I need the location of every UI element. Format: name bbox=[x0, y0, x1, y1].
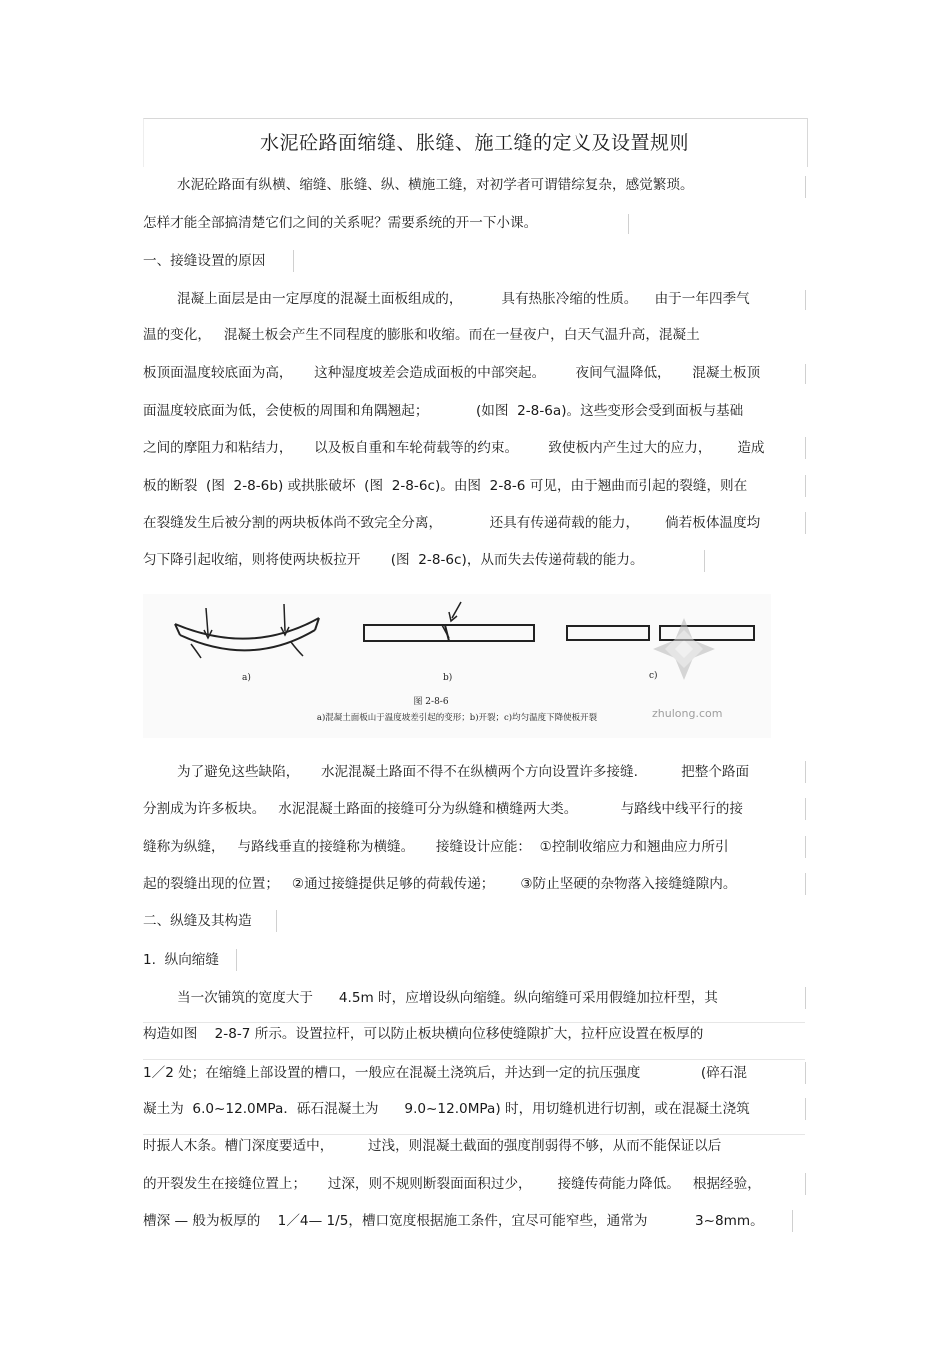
paragraph-line: 板顶面温度较底面为高， 这种湿度坡差会造成面板的中部突起。 夜间气温降低， 混凝土板顶 bbox=[143, 365, 761, 381]
frame-rule bbox=[805, 836, 806, 858]
paragraph-line: 混凝上面层是由一定厚度的混凝土面板组成的， 具有热胀冷缩的性质。 由于一年四季气 bbox=[177, 291, 750, 307]
figure-label-a: a) bbox=[242, 673, 251, 683]
paragraph-line: 面温度较底面为低，会使板的周围和角隅翘起； (如图 2-8-6a)。这些变形会受到面板与基础 bbox=[143, 403, 744, 419]
frame-rule bbox=[805, 987, 806, 1009]
frame-rule bbox=[805, 1098, 806, 1120]
paragraph-line: 的开裂发生在接缝位置上； 过深，则不规则断裂面面积过少， 接缝传荷能力降低。 根据经验， bbox=[143, 1176, 761, 1192]
document-title: 水泥砼路面缩缝、胀缝、施工缝的定义及设置规则 bbox=[259, 132, 689, 154]
frame-rule bbox=[293, 250, 294, 272]
paragraph-line: 缝称为纵缝， 与路线垂直的接缝称为横缝。 接缝设计应能： ①控制收缩应力和翘曲应力所引 bbox=[143, 839, 729, 855]
figure-a-warped-slab bbox=[175, 604, 319, 658]
frame-rule bbox=[143, 1134, 805, 1135]
frame-rule bbox=[143, 1022, 805, 1023]
frame-rule bbox=[805, 798, 806, 820]
paragraph-line: 怎样才能全部搞清楚它们之间的关系呢？需要系统的开一下小课。 bbox=[143, 215, 538, 231]
subsection-heading: 1. 纵向缩缝 bbox=[143, 952, 219, 968]
frame-rule bbox=[628, 214, 629, 234]
paragraph-line: 在裂缝发生后被分割的两块板体尚不致完全分离， 还具有传递荷载的能力， 倘若板体温度均 bbox=[143, 515, 761, 531]
frame-rule bbox=[236, 949, 237, 971]
frame-rule bbox=[805, 437, 806, 459]
figure-caption: a)混凝土面板山于温度坡差引起的变形；b)开裂；c)均匀温度下降使板开裂 bbox=[316, 713, 598, 723]
paragraph-line: 之间的摩阻力和粘结力， 以及板自重和车轮荷载等的约束。 致使板内产生过大的应力， 造成 bbox=[143, 440, 765, 456]
paragraph-line: 当一次铺筑的宽度大于 4.5m 时，应增设纵向缩缝。纵向缩缝可采用假缝加拉杆型，其 bbox=[177, 990, 718, 1006]
paragraph-line: 温的变化， 混凝土板会产生不同程度的膨胀和收缩。而在一昼夜户，白天气温升高，混凝土 bbox=[143, 327, 700, 343]
frame-rule bbox=[805, 512, 806, 534]
paragraph-line: 分割成为许多板块。 水泥混凝土路面的接缝可分为纵缝和横缝两大类。 与路线中线平行的接 bbox=[143, 801, 743, 817]
paragraph-line: 匀下降引起收缩，则将使两块板拉开 (图 2-8-6c)，从而失去传递荷载的能力。 bbox=[143, 552, 644, 568]
paragraph-line: 水泥砼路面有纵横、缩缝、胀缝、纵、横施工缝，对初学者可谓错综复杂，感觉繁琐。 bbox=[177, 177, 694, 193]
paragraph-line: 为了避免这些缺陷， 水泥混凝土路面不得不在纵横两个方向设置许多接缝. 把整个路面 bbox=[177, 764, 750, 780]
figure-label-c: c) bbox=[649, 671, 658, 681]
frame-rule bbox=[805, 364, 806, 384]
paragraph-line: 1／2 处；在缩缝上部设置的槽口，一般应在混凝土浇筑后，并达到一定的抗压强度 (碎石混 bbox=[143, 1065, 747, 1081]
frame-rule bbox=[805, 176, 806, 198]
frame-rule bbox=[805, 1173, 806, 1195]
frame-rule bbox=[276, 910, 277, 932]
frame-rule bbox=[704, 550, 705, 572]
figure-b-cracked-slab bbox=[364, 602, 534, 641]
paragraph-line: 板的断裂 (图 2-8-6b) 或拱胀破坏 (图 2-8-6c)。由图 2-8-6 可见，由于翘曲而引起的裂缝，则在 bbox=[143, 478, 748, 494]
paragraph-line: 起的裂缝出现的位置； ②通过接缝提供足够的荷载传递； ③防止坚硬的杂物落入接缝缝隙内。 bbox=[143, 876, 737, 892]
figure-label-b: b) bbox=[443, 673, 453, 683]
watermark-text: zhulong.com bbox=[652, 707, 723, 720]
paragraph-line: 构造如图 2-8-7 所示。设置拉杆，可以防止板块横向位移使缝隙扩大，拉杆应设置在板厚的 bbox=[143, 1026, 704, 1042]
figure-c-separated-slabs bbox=[567, 626, 754, 640]
paragraph-line: 凝土为 6.0~12.0MPa．砾石混凝土为 9.0~12.0MPa) 时，用切缝机进行切割，或在混凝土浇筑 bbox=[143, 1101, 750, 1117]
paragraph-line: 时振人木条。槽门深度要适中， 过浅，则混凝土截面的强度削弱得不够，从而不能保证以后 bbox=[143, 1138, 722, 1154]
frame-rule bbox=[805, 290, 806, 310]
frame-rule bbox=[143, 1059, 805, 1060]
figure-2-8-6 bbox=[143, 594, 771, 738]
paragraph-line: 槽深 — 般为板厚的 1／4— 1/5，槽口宽度根据施工条件，宜尽可能窄些，通常为 3~8mm。 bbox=[143, 1213, 764, 1229]
frame-rule bbox=[792, 1210, 793, 1232]
section-heading-1: 一、接缝设置的原因 bbox=[143, 253, 266, 269]
frame-rule bbox=[805, 761, 806, 783]
frame-rule bbox=[805, 873, 806, 895]
section-heading-2: 二、纵缝及其构造 bbox=[143, 913, 252, 929]
frame-rule bbox=[805, 1062, 806, 1084]
watermark-logo bbox=[653, 618, 715, 680]
figure-number: 图 2-8-6 bbox=[413, 697, 449, 707]
figure-drawing bbox=[143, 594, 771, 738]
frame-rule bbox=[805, 475, 806, 497]
